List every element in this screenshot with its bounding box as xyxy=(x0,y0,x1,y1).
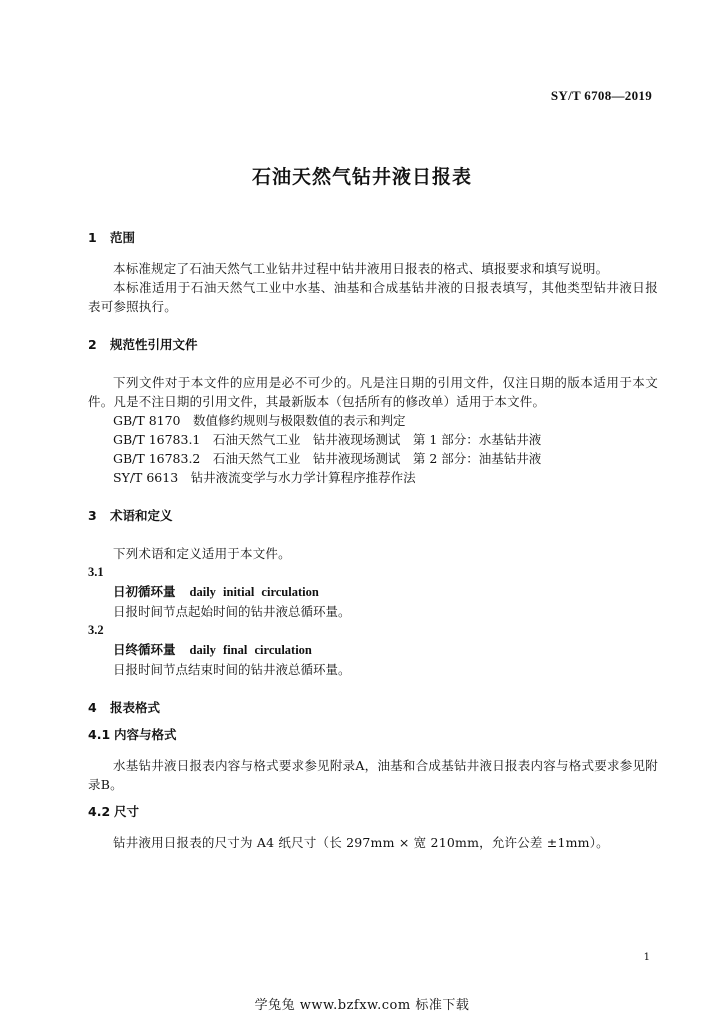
section-3-heading xyxy=(88,506,658,525)
term-name-en: daily initial circulation xyxy=(189,585,319,599)
section-1-heading xyxy=(88,228,658,247)
page-number: 1 xyxy=(643,952,650,963)
normative-reference: GB/T 16783.1 石油天然气工业 钻井液现场测试 第 1 部分：水基钻井液 xyxy=(113,432,542,447)
term-definition: 日报时间节点结束时间的钻井液总循环量。 xyxy=(113,662,351,677)
standard-code: SY/T 6708—2019 xyxy=(550,88,652,103)
paragraph: 下列术语和定义适用于本文件。 xyxy=(113,546,291,561)
term-name-en: daily final circulation xyxy=(189,643,312,657)
term-name xyxy=(88,582,658,602)
term-definition: 日报时间节点起始时间的钻井液总循环量。 xyxy=(113,604,351,619)
normative-reference: SY/T 6613 钻井液流变学与水力学计算程序推荐作法 xyxy=(113,470,416,485)
normative-reference: GB/T 16783.2 石油天然气工业 钻井液现场测试 第 2 部分：油基钻井液 xyxy=(113,451,542,466)
term-name-cn: 日初循环量 xyxy=(113,584,176,599)
section-title: 术语和定义 xyxy=(110,508,173,523)
section-number: 3 xyxy=(88,508,97,523)
term-number: 3.1 xyxy=(88,565,104,579)
subsection-title: 尺寸 xyxy=(114,804,140,819)
section-number: 1 xyxy=(88,230,97,245)
term-name xyxy=(88,640,658,660)
term-number: 3.2 xyxy=(88,623,104,637)
section-number: 2 xyxy=(88,337,97,352)
subsection-title: 内容与格式 xyxy=(114,727,177,742)
term-name-cn: 日终循环量 xyxy=(113,642,176,657)
paragraph: 下列文件对于本文件的应用是必不可少的。凡是注日期的引用文件，仅注日期的版本适用于本文件。凡是不注日期的引用文件，其最新版本（包括所有的修改单）适用于本文件。 xyxy=(88,375,658,409)
document-body xyxy=(88,228,658,852)
subsection-4-2-heading xyxy=(88,802,658,821)
paragraph: 钻井液用日报表的尺寸为 A4 纸尺寸（长 297mm × 宽 210mm，允许公差 ±1mm）。 xyxy=(113,835,609,850)
section-title: 报表格式 xyxy=(110,700,161,715)
paragraph: 本标准规定了石油天然气工业钻井过程中钻井液用日报表的格式、填报要求和填写说明。 xyxy=(113,261,609,276)
section-4-heading xyxy=(88,698,658,717)
section-title: 范围 xyxy=(110,230,136,245)
subsection-4-1-heading xyxy=(88,725,658,744)
subsection-number: 4.2 xyxy=(88,804,111,819)
document-title: 石油天然气钻井液日报表 xyxy=(251,166,472,188)
paragraph: 本标准适用于石油天然气工业中水基、油基和合成基钻井液的日报表填写，其他类型钻井液日报表可参照执行。 xyxy=(88,280,658,314)
section-2-heading xyxy=(88,335,658,354)
section-title: 规范性引用文件 xyxy=(110,337,198,352)
download-footer: 学兔兔 www.bzfxw.com 标准下载 xyxy=(254,998,470,1013)
paragraph: 水基钻井液日报表内容与格式要求参见附录A，油基和合成基钻井液日报表内容与格式要求参见附录B。 xyxy=(88,758,658,792)
normative-reference: GB/T 8170 数值修约规则与极限数值的表示和判定 xyxy=(113,413,406,428)
section-number: 4 xyxy=(88,700,97,715)
subsection-number: 4.1 xyxy=(88,727,111,742)
